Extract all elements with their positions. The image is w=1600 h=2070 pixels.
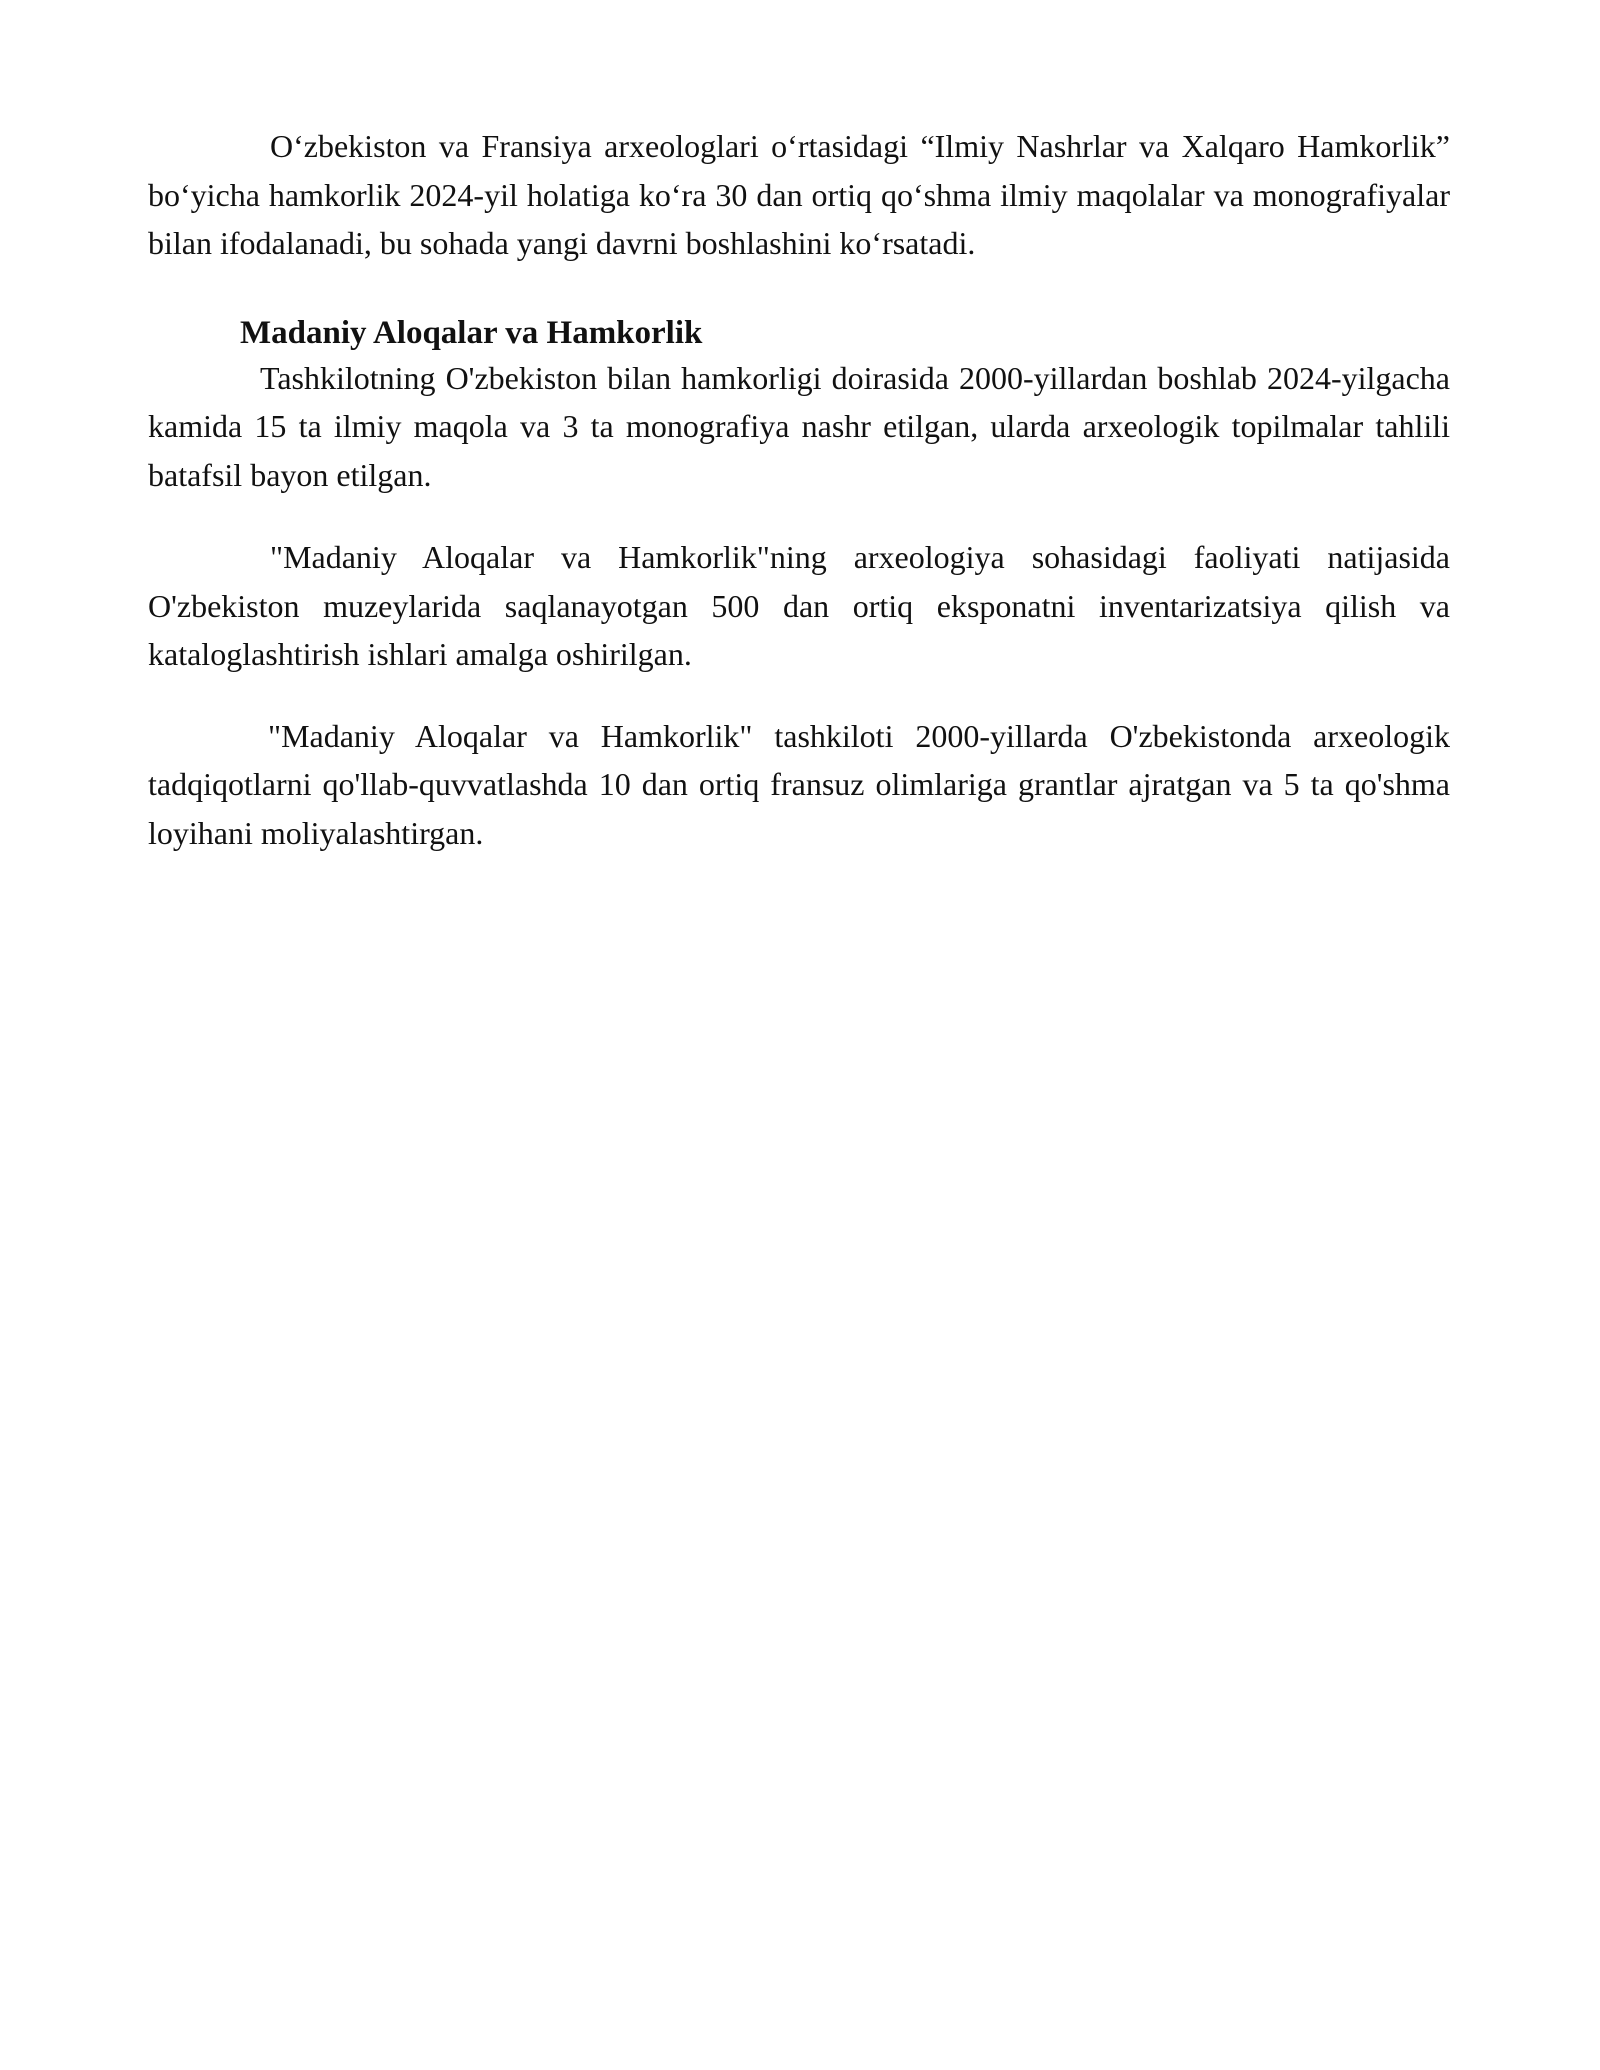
paragraph-publications: Tashkilotning O'zbekiston bilan hamkorligi doirasida 2000-yillardan boshlab 2024-yilgacha kamida 15 ta ilmiy maqola va 3 ta monografiya nashr etilgan, ularda arxeologik topilmalar tahlili batafsil bayon etilgan. <box>148 359 1450 493</box>
document-body <box>148 122 1450 857</box>
section-heading: Madaniy Aloqalar va Hamkorlik <box>240 314 703 351</box>
paragraph-intro: O‘zbekiston va Fransiya arxeologlari o‘rtasidagi “Ilmiy Nashrlar va Xalqaro Hamkorlik” bo‘yicha hamkorlik 2024-yil holatiga ko‘ra 30 dan ortiq qo‘shma ilmiy maqolalar va monografiyalar bilan ifodalanadi, bu sohada yangi davrni boshlashini ko‘rsatadi. <box>148 128 1450 261</box>
paragraph-museum-inventory: "Madaniy Aloqalar va Hamkorlik"ning arxeologiya sohasidagi faoliyati natijasida O'zbekiston muzeylarida saqlanayotgan 500 dan ortiq eksponatni inventarizatsiya qilish va kataloglashtirish ishlari amalga oshirilgan. <box>148 539 1450 672</box>
paragraph-grants: "Madaniy Aloqalar va Hamkorlik" tashkiloti 2000-yillarda O'zbekistonda arxeologik tadqiqotlarni qo'llab-quvvatlashda 10 dan ortiq fransuz olimlariga grantlar ajratgan va 5 ta qo'shma loyihani moliyalashtirgan. <box>148 717 1450 851</box>
